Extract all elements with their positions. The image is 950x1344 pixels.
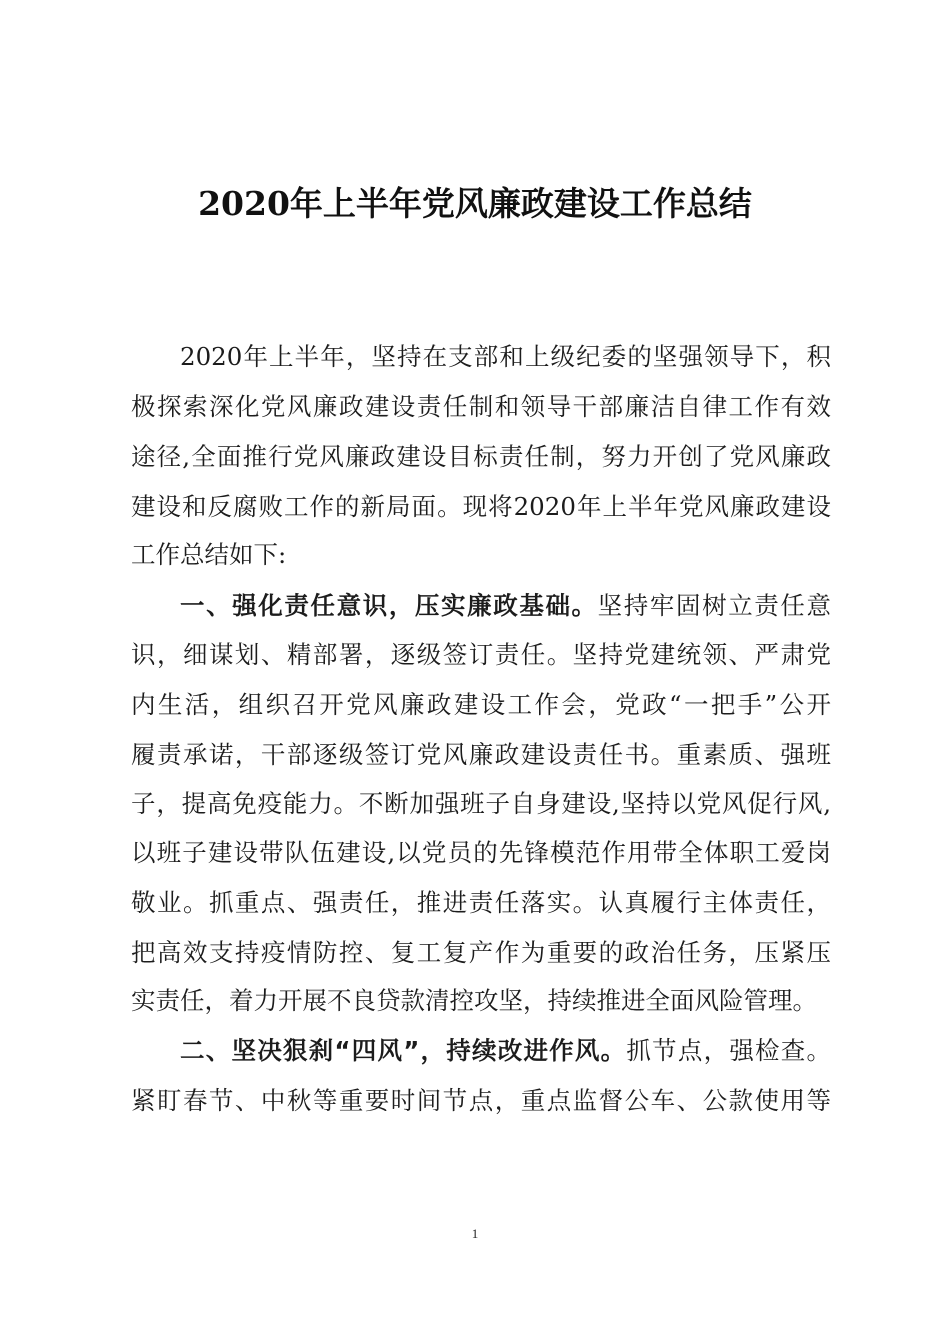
section-heading-2: 二、坚决狠刹“四风”，持续改进作风。 xyxy=(180,1036,627,1065)
paragraph-3-line-1-text: 抓节点，强检查。 xyxy=(626,1036,832,1065)
paragraph-1-line-5: 工作总结如下: xyxy=(131,540,287,569)
paragraph-2-line-3: 内生活，组织召开党风廉政建设工作会，党政“一把手”公开 xyxy=(131,690,831,719)
paragraph-1-line-1: 2020年上半年，坚持在支部和上级纪委的坚强领导下，积 xyxy=(180,342,831,371)
document-title: 2020年上半年党风廉政建设工作总结 xyxy=(198,184,752,223)
paragraph-2-line-6: 以班子建设带队伍建设,以党员的先锋模范作用带全体职工爱岗 xyxy=(131,838,831,867)
paragraph-1-line-3: 途径,全面推行党风廉政建设目标责任制，努力开创了党风廉政 xyxy=(131,442,831,471)
paragraph-3-line-2: 紧盯春节、中秋等重要时间节点，重点监督公车、公款使用等 xyxy=(131,1086,831,1115)
page-number: 1 xyxy=(471,1226,479,1241)
paragraph-2-line-4: 履责承诺，干部逐级签订党风廉政建设责任书。重素质、强班 xyxy=(131,740,831,769)
paragraph-2-line-9: 实责任，着力开展不良贷款清控攻坚，持续推进全面风险管理。 xyxy=(131,986,817,1015)
paragraph-2-line-8: 把高效支持疫情防控、复工复产作为重要的政治任务，压紧压 xyxy=(131,938,831,967)
paragraph-3-line-1 xyxy=(180,1034,831,1068)
paragraph-2-line-2: 识，细谋划、精部署，逐级签订责任。坚持党建统领、严肃党 xyxy=(131,640,831,669)
paragraph-2-line-1-text: 坚持牢固树立责任意 xyxy=(597,591,832,620)
paragraph-2-line-7: 敬业。抓重点、强责任，推进责任落实。认真履行主体责任， xyxy=(131,888,831,917)
paragraph-2-line-1 xyxy=(180,589,831,623)
paragraph-1-line-4: 建设和反腐败工作的新局面。现将2020年上半年党风廉政建设 xyxy=(131,492,831,521)
section-heading-1: 一、强化责任意识，压实廉政基础。 xyxy=(180,591,598,620)
paragraph-1-line-2: 极探索深化党风廉政建设责任制和领导干部廉洁自律工作有效 xyxy=(131,392,831,421)
paragraph-2-line-5: 子，提高免疫能力。不断加强班子自身建设,坚持以党风促行风, xyxy=(131,789,831,818)
